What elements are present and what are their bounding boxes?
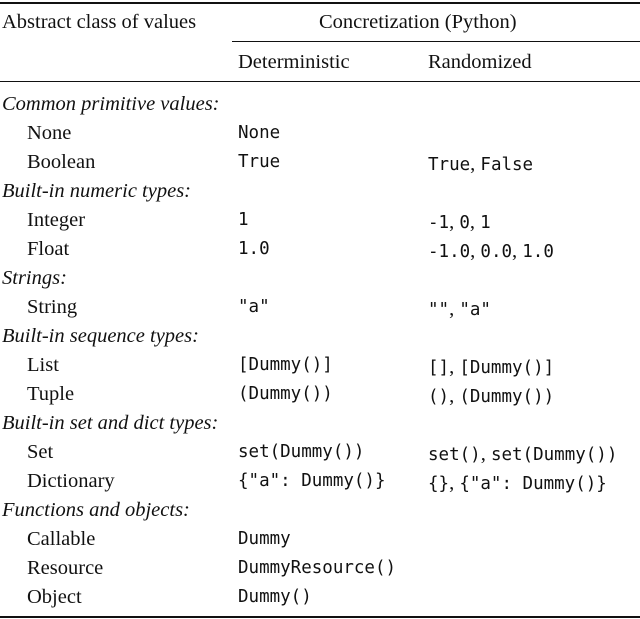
randomized-value: 1.0 <box>522 242 554 262</box>
row-name: List <box>27 354 59 376</box>
randomized-values <box>428 154 533 175</box>
deterministic-value: {"a": Dummy()} <box>238 471 386 491</box>
deterministic-value: (Dummy()) <box>238 384 333 404</box>
randomized-value: -1.0 <box>428 242 471 262</box>
row-name: None <box>27 122 72 144</box>
bottom-rule <box>0 616 640 618</box>
header-rule <box>0 81 640 82</box>
randomized-value: True <box>428 155 471 175</box>
randomized-value: 1 <box>480 213 491 233</box>
randomized-value: set(Dummy()) <box>490 445 618 465</box>
randomized-value: [] <box>428 358 450 378</box>
deterministic-value: 1.0 <box>238 239 270 259</box>
randomized-values <box>428 212 491 233</box>
randomized-value: 0.0 <box>480 242 513 262</box>
section-label: Strings: <box>2 267 67 289</box>
randomized-value: (Dummy()) <box>459 387 555 407</box>
row-name: Set <box>27 441 54 463</box>
deterministic-value: [Dummy()] <box>238 355 333 375</box>
header-randomized: Randomized <box>428 51 532 73</box>
randomized-value: False <box>480 155 534 175</box>
value-separator: , <box>470 153 481 175</box>
randomized-value: "" <box>428 300 450 320</box>
value-separator: , <box>449 385 460 407</box>
top-rule <box>0 2 640 4</box>
value-separator: , <box>469 211 481 233</box>
randomized-value: () <box>428 387 450 407</box>
randomized-value: -1 <box>428 213 450 233</box>
value-separator: , <box>470 240 481 262</box>
row-name: Object <box>27 586 82 608</box>
randomized-value: set() <box>428 445 481 465</box>
row-name: Tuple <box>27 383 75 405</box>
value-separator: , <box>449 211 460 233</box>
value-separator: , <box>449 356 460 378</box>
section-label: Built-in set and dict types: <box>2 412 219 434</box>
header-deterministic: Deterministic <box>238 51 350 73</box>
randomized-values <box>428 299 491 320</box>
randomized-values <box>428 444 617 465</box>
randomized-value: {"a": Dummy()} <box>459 474 607 494</box>
deterministic-value: set(Dummy()) <box>238 442 365 462</box>
randomized-value: [Dummy()] <box>459 358 555 378</box>
header-concretization: Concretization (Python) <box>319 11 517 33</box>
section-label: Functions and objects: <box>2 499 190 521</box>
row-name: Callable <box>27 528 96 550</box>
row-name: Resource <box>27 557 104 579</box>
randomized-values <box>428 386 554 407</box>
value-separator: , <box>449 298 460 320</box>
section-label: Built-in sequence types: <box>2 325 199 347</box>
randomized-value: {} <box>428 474 450 494</box>
section-label: Common primitive values: <box>2 93 220 115</box>
randomized-value: 0 <box>459 213 470 233</box>
header-abstract-class: Abstract class of values <box>2 11 197 33</box>
row-name: String <box>27 296 78 318</box>
row-name: Integer <box>27 209 86 231</box>
value-separator: , <box>480 443 491 465</box>
deterministic-value: DummyResource() <box>238 558 397 578</box>
value-separator: , <box>449 472 460 494</box>
deterministic-value: 1 <box>238 210 249 230</box>
value-separator: , <box>512 240 523 262</box>
deterministic-value: None <box>238 123 281 143</box>
randomized-value: "a" <box>459 300 491 320</box>
deterministic-value: True <box>238 152 281 172</box>
row-name: Float <box>27 238 70 260</box>
deterministic-value: Dummy() <box>238 587 312 607</box>
randomized-values <box>428 241 554 262</box>
section-label: Built-in numeric types: <box>2 180 192 202</box>
randomized-values <box>428 357 554 378</box>
randomized-values <box>428 473 607 494</box>
row-name: Boolean <box>27 151 96 173</box>
deterministic-value: Dummy <box>238 529 291 549</box>
deterministic-value: "a" <box>238 297 270 317</box>
row-name: Dictionary <box>27 470 115 492</box>
concretization-group-rule <box>232 41 640 42</box>
